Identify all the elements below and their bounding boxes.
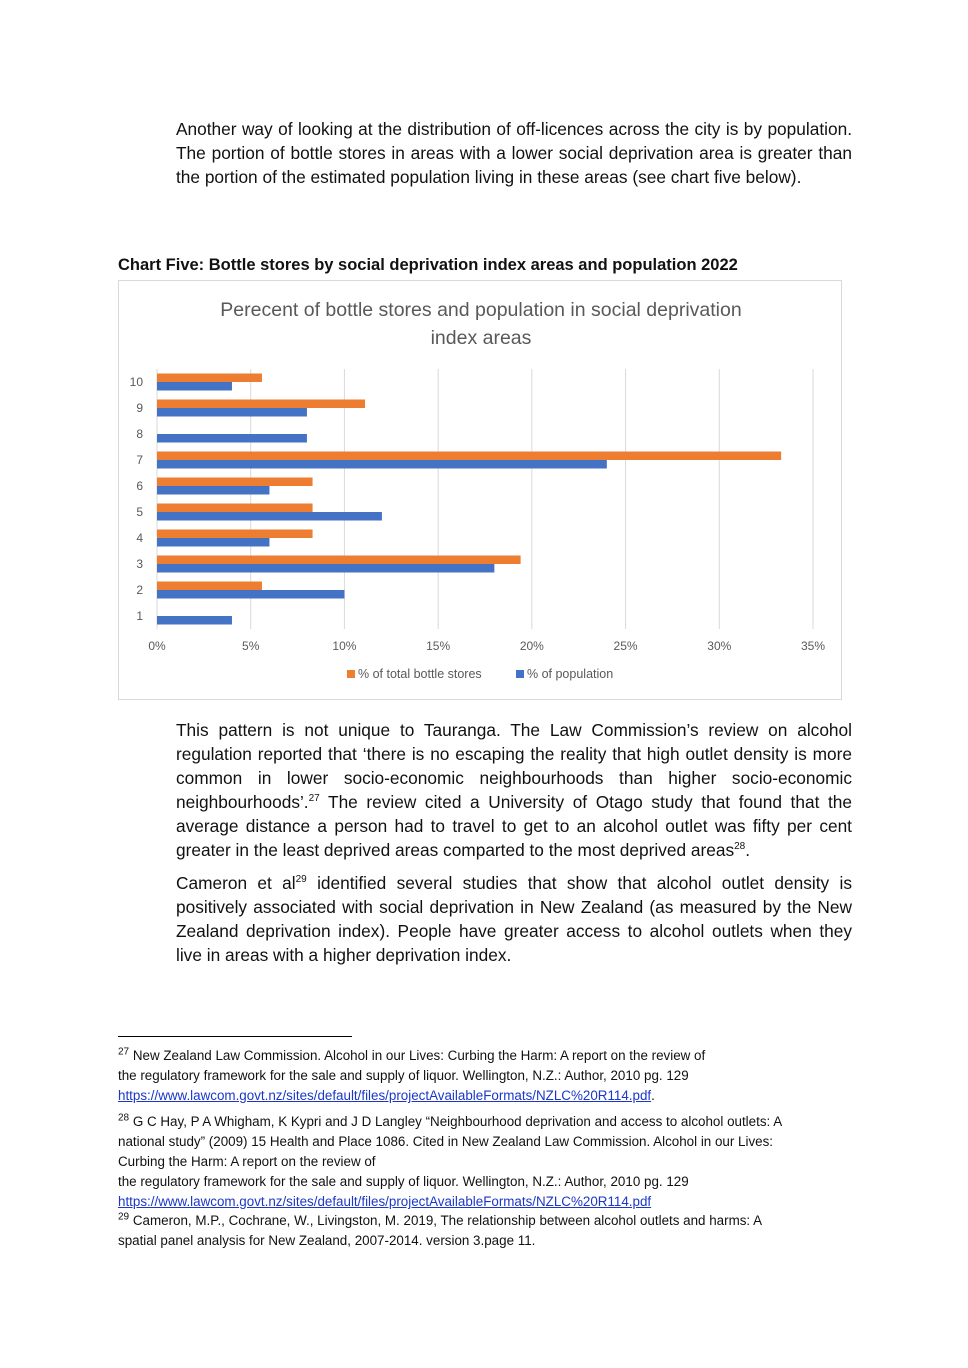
footnote-line [118, 1086, 854, 1106]
paragraph-text: This pattern is not unique to Tauranga. The Law Commission’s review on alcohol regulation reported that ‘there is no escaping the reality that high outlet density is more common in lower socio-economic neighbourhoods than higher socio-economic neighbourhoods’. [176, 720, 852, 812]
y-category-label: 4 [136, 531, 143, 545]
bar-population [157, 512, 382, 521]
bar-bottle-stores [157, 530, 313, 539]
footnote-line [118, 1046, 854, 1066]
bar-population [157, 616, 232, 625]
chart-title: Perecent of bottle stores and population in social deprivation [220, 299, 742, 321]
footnote-line: spatial panel analysis for New Zealand, 2007-2014. version 3.page 11. [118, 1233, 536, 1248]
body-paragraph-cameron [176, 871, 852, 967]
bar-population [157, 564, 494, 573]
x-tick-label: 25% [613, 639, 638, 653]
paragraph-text: identified several studies that show that alcohol outlet density is positively associated with social deprivation in New Zealand (as measured by the New Zealand deprivation index). People have greater access to alcohol outlets when they live in areas with a higher deprivation index. [176, 873, 852, 965]
bar-population [157, 434, 307, 443]
footnote-line: the regulatory framework for the sale and supply of liquor. Wellington, N.Z.: Author, 2010 pg. 129 [118, 1068, 689, 1083]
bar-population [157, 486, 269, 495]
y-category-label: 5 [136, 505, 143, 519]
footnote-29 [118, 1211, 854, 1251]
chart-legend [347, 667, 613, 681]
x-tick-label: 10% [332, 639, 357, 653]
footnote-28 [118, 1112, 854, 1212]
footnote-text: New Zealand Law Commission. Alcohol in our Lives: Curbing the Harm: A report on the review of [129, 1048, 706, 1063]
legend-label: % of total bottle stores [358, 667, 482, 681]
footnote-number: 28 [118, 1112, 130, 1124]
footnote-27 [118, 1046, 854, 1106]
x-tick-label: 20% [519, 639, 544, 653]
footnote-separator [118, 1036, 352, 1037]
bar-population [157, 538, 269, 547]
chart-title-continued: index areas [430, 327, 532, 349]
x-tick-label: 30% [707, 639, 732, 653]
footnote-ref-28[interactable]: 28 [734, 841, 746, 853]
chart-svg [119, 281, 843, 701]
paragraph-text: The review cited a University of Otago study that found that the average distance a person had to travel to get to an alcohol outlet was fifty per cent greater in the least deprived areas comparted to the most deprived areas [176, 792, 852, 860]
footnote-line: national study” (2009) 15 Health and Place 1086. Cited in New Zealand Law Commission. Alcohol in our Lives: [118, 1134, 774, 1149]
bar-population [157, 590, 344, 599]
y-category-label: 3 [136, 557, 143, 571]
chart-caption: Chart Five: Bottle stores by social deprivation index areas and population 2022 [118, 256, 738, 274]
legend-label: % of population [527, 667, 614, 681]
bar-bottle-stores [157, 374, 262, 383]
bar-population [157, 382, 232, 391]
bar-bottle-stores [157, 478, 313, 487]
legend-swatch [347, 670, 355, 678]
y-category-label: 2 [136, 583, 143, 597]
footnote-ref-29[interactable]: 29 [295, 874, 307, 886]
x-tick-label: 0% [148, 639, 166, 653]
chart-category-labels [130, 375, 144, 623]
footnote-ref-27[interactable]: 27 [308, 793, 320, 805]
bar-bottle-stores [157, 582, 262, 591]
footnote-number: 29 [118, 1211, 130, 1223]
footnote-line: Curbing the Harm: A report on the review of [118, 1154, 376, 1169]
footnote-link[interactable]: https://www.lawcom.govt.nz/sites/default/files/projectAvailableFormats/NZLC%20R114.pdf [118, 1088, 652, 1103]
bar-population [157, 408, 307, 417]
paragraph-text: Cameron et al [176, 873, 296, 893]
bar-bottle-stores [157, 556, 521, 565]
bar-bottle-stores [157, 400, 365, 409]
body-paragraph-law-commission [176, 718, 852, 862]
y-category-label: 10 [129, 375, 143, 389]
y-category-label: 1 [136, 609, 143, 623]
paragraph-text: . [745, 840, 751, 860]
x-tick-label: 35% [800, 639, 826, 653]
y-category-label: 6 [136, 479, 143, 493]
x-tick-label: 15% [426, 639, 451, 653]
bar-bottle-stores [157, 452, 781, 461]
footnote-number: 27 [118, 1046, 130, 1058]
y-category-label: 9 [136, 401, 143, 415]
footnote-text: . [651, 1088, 655, 1103]
footnote-line [118, 1211, 854, 1231]
chart-x-tick-labels [148, 639, 825, 653]
x-tick-label: 5% [242, 639, 260, 653]
y-category-label: 8 [136, 427, 143, 441]
bar-bottle-stores [157, 504, 313, 513]
legend-swatch [516, 670, 524, 678]
footnote-line [118, 1112, 854, 1132]
intro-paragraph: Another way of looking at the distribution of off-licences across the city is by population. The portion of bottle stores in areas with a lower social deprivation area is greater than the portion of the estimated population living in these areas (see chart five below). [176, 119, 852, 187]
y-category-label: 7 [136, 453, 143, 467]
footnote-line: the regulatory framework for the sale and supply of liquor. Wellington, N.Z.: Author, 2010 pg. 129 [118, 1174, 689, 1189]
footnote-text: G C Hay, P A Whigham, K Kypri and J D Langley “Neighbourhood deprivation and access to alcohol outlets: A [129, 1114, 783, 1129]
footnote-link[interactable]: https://www.lawcom.govt.nz/sites/default/files/projectAvailableFormats/NZLC%20R114.pdf [118, 1194, 652, 1209]
footnote-text: Cameron, M.P., Cochrane, W., Livingston, M. 2019, The relationship between alcohol outlets and harms: A [129, 1213, 763, 1228]
bar-population [157, 460, 607, 469]
bar-chart [118, 280, 842, 700]
